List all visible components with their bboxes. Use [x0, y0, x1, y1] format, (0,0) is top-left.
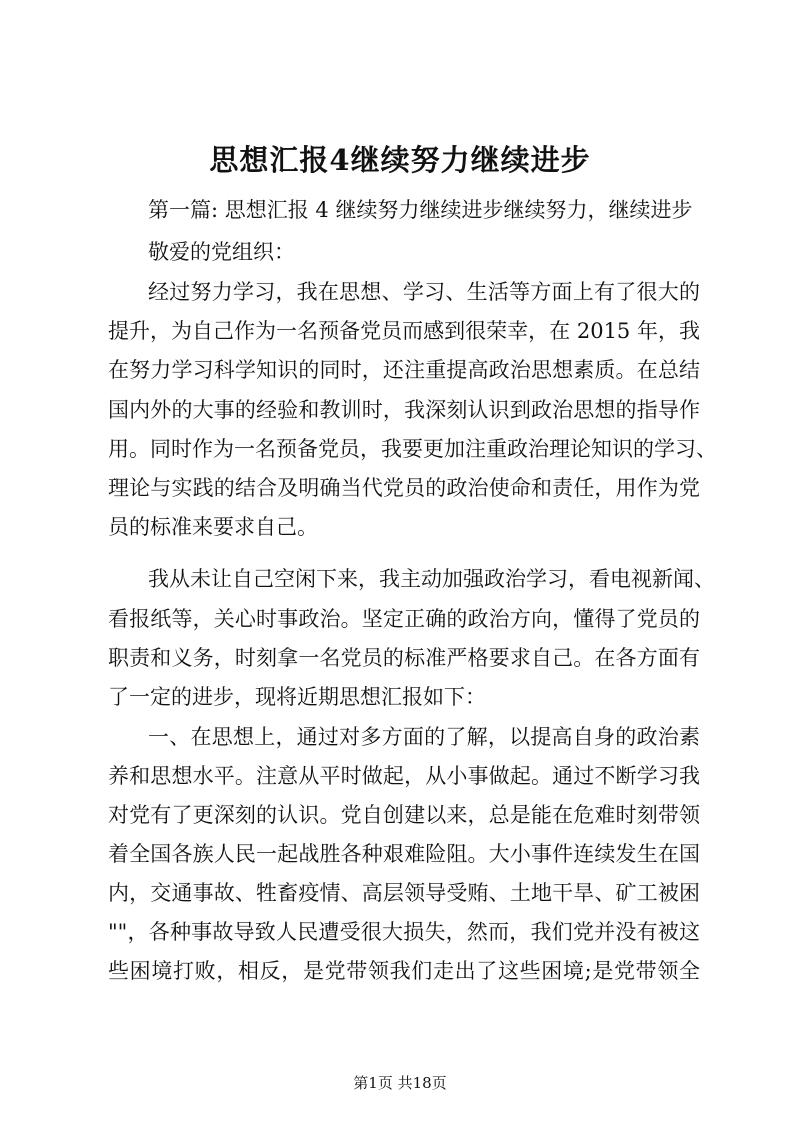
body-line: 内，交通事故、牲畜疫情、高层领导受贿、土地干旱、矿工被困: [108, 881, 700, 905]
document-subtitle: 第一篇: 思想汇报 4 继续努力继续进步继续努力，继续进步: [148, 198, 693, 222]
body-line: 经过努力学习，我在思想、学习、生活等方面上有了很大的: [148, 280, 700, 304]
body-line: 在努力学习科学知识的同时，还注重提高政治思想素质。在总结: [108, 358, 700, 382]
body-line: 国内外的大事的经验和教训时，我深刻认识到政治思想的指导作: [108, 398, 700, 422]
body-line: 些困境打败，相反，是党带领我们走出了这些困境;是党带领全: [108, 959, 700, 983]
document-title: 思想汇报4继续努力继续进步: [209, 143, 591, 177]
salutation-line: 敬爱的党组织：: [148, 240, 295, 264]
body-line: 一、在思想上，通过对多方面的了解，以提高自身的政治素: [148, 725, 700, 749]
body-line: 理论与实践的结合及明确当代党员的政治使命和责任，用作为党: [108, 476, 700, 500]
body-line: 了一定的进步，现将近期思想汇报如下：: [108, 685, 486, 709]
body-line: 养和思想水平。注意从平时做起，从小事做起。通过不断学习我: [108, 764, 700, 788]
body-line: 员的标准来要求自己。: [108, 515, 318, 539]
body-line: 提升，为自己作为一名预备党员而感到很荣幸，在 2015 年，我: [108, 319, 700, 343]
body-line: ""，各种事故导致人民遭受很大损失，然而，我们党并没有被这: [108, 920, 700, 944]
body-line: 对党有了更深刻的认识。党自创建以来，总是能在危难时刻带领: [108, 803, 700, 827]
body-line: 看报纸等，关心时事政治。坚定正确的政治方向，懂得了党员的: [108, 607, 700, 631]
body-line: 我从未让自己空闲下来，我主动加强政治学习，看电视新闻、: [148, 567, 715, 591]
page-number-footer: 第1页 共18页: [353, 1074, 447, 1092]
body-line: 着全国各族人民一起战胜各种艰难险阻。大小事件连续发生在国: [108, 842, 700, 866]
body-line: 职责和义务，时刻拿一名党员的标准严格要求自己。在各方面有: [108, 646, 700, 670]
body-line: 用。同时作为一名预备党员，我要更加注重政治理论知识的学习、: [108, 437, 717, 461]
